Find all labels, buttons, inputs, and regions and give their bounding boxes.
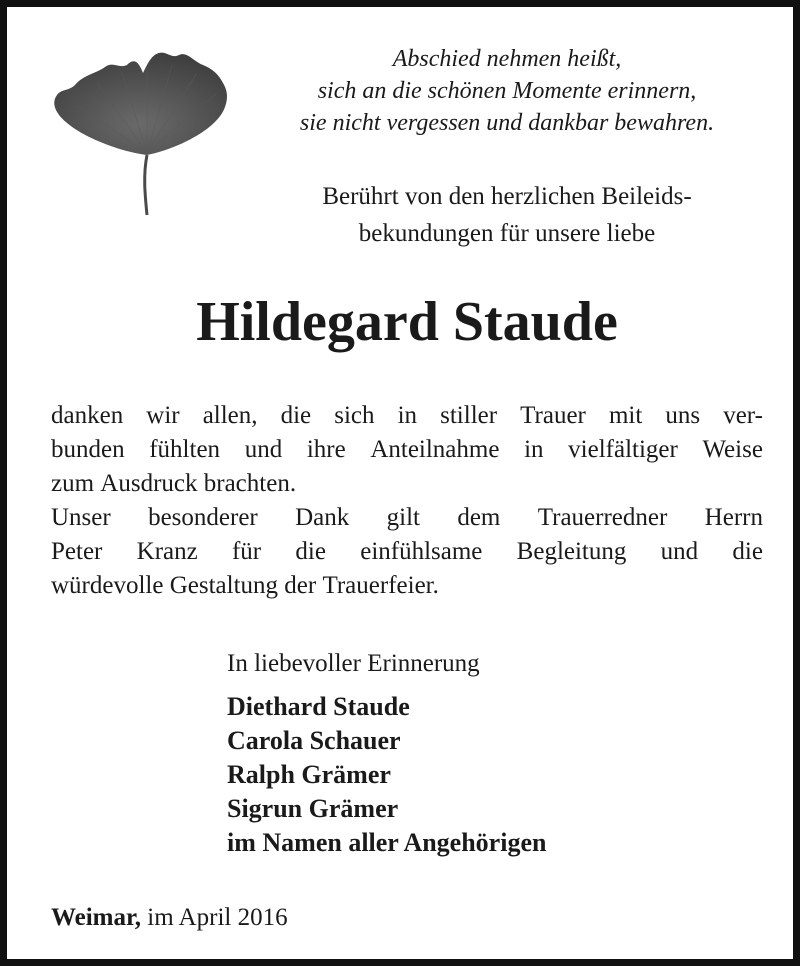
thanks-paragraph <box>51 399 763 603</box>
word: danken <box>51 402 124 429</box>
word: Anteilnahme <box>370 436 500 463</box>
ginkgo-leaf-icon <box>47 45 233 220</box>
paragraph-line <box>51 433 763 467</box>
paragraph-line <box>51 399 763 433</box>
word: gilt <box>386 504 420 531</box>
farewell-quote <box>247 43 767 139</box>
word: Gestaltung <box>169 572 279 599</box>
word: der <box>284 572 317 599</box>
word: würdevolle <box>51 572 164 599</box>
paragraph-line <box>51 535 763 569</box>
word: für <box>231 538 262 565</box>
deceased-name: Hildegard Staude <box>196 291 618 353</box>
mourner-list <box>227 690 546 860</box>
mourner-name: Sigrun Grämer <box>227 794 399 823</box>
word: wir <box>146 402 180 429</box>
word: Trauerredner <box>537 504 668 531</box>
word: Unser <box>51 504 111 531</box>
word: die <box>295 538 326 565</box>
paragraph-line <box>51 467 763 501</box>
word: die <box>732 538 763 565</box>
mourner-name: Carola Schauer <box>227 726 401 755</box>
word: ver- <box>723 402 763 429</box>
quote-line: sich an die schönen Momente erinnern, <box>317 78 697 104</box>
date: im April 2016 <box>147 904 288 931</box>
intro-line: Berührt von den herzlichen Beileids- <box>322 183 692 210</box>
word: in <box>397 402 418 429</box>
word: Begleitung <box>516 538 627 565</box>
word: Peter <box>51 538 103 565</box>
place: Weimar, <box>51 904 142 931</box>
quote-line: Abschied nehmen heißt, <box>392 46 622 72</box>
word: brachten. <box>203 470 297 497</box>
word: stiller <box>440 402 498 429</box>
mourner-name: Ralph Grämer <box>227 760 391 789</box>
quote-line: sie nicht vergessen und dankbar bewahren. <box>299 110 715 136</box>
word: mit <box>608 402 643 429</box>
word: sich <box>334 402 375 429</box>
word: allen, <box>202 402 258 429</box>
word: Trauerfeier. <box>322 572 439 599</box>
word: fühlten <box>149 436 221 463</box>
word: ihre <box>306 436 346 463</box>
word: Weise <box>702 436 763 463</box>
word: Ausdruck <box>100 470 198 497</box>
paragraph-line <box>51 569 763 603</box>
intro-text <box>247 178 767 252</box>
word: besonderer <box>148 504 258 531</box>
word: in <box>524 436 544 463</box>
word: zum <box>51 470 95 497</box>
word: vielfältiger <box>568 436 678 463</box>
word: Herrn <box>704 504 763 531</box>
word: dem <box>457 504 501 531</box>
intro-line: bekundungen für unsere liebe <box>358 220 656 247</box>
mourner-name: Diethard Staude <box>227 692 410 721</box>
place-date <box>51 901 288 935</box>
word: bunden <box>51 436 125 463</box>
memory-line: In liebevoller Erinnerung <box>227 650 480 677</box>
word: Dank <box>295 504 350 531</box>
word: Kranz <box>136 538 198 565</box>
word: uns <box>665 402 701 429</box>
paragraph-line <box>51 501 763 535</box>
mourner-name: im Namen aller Angehörigen <box>227 828 547 857</box>
word: die <box>280 402 312 429</box>
word: und <box>244 436 283 463</box>
word: und <box>660 538 699 565</box>
word: einfühlsame <box>360 538 483 565</box>
word: Trauer <box>520 402 586 429</box>
